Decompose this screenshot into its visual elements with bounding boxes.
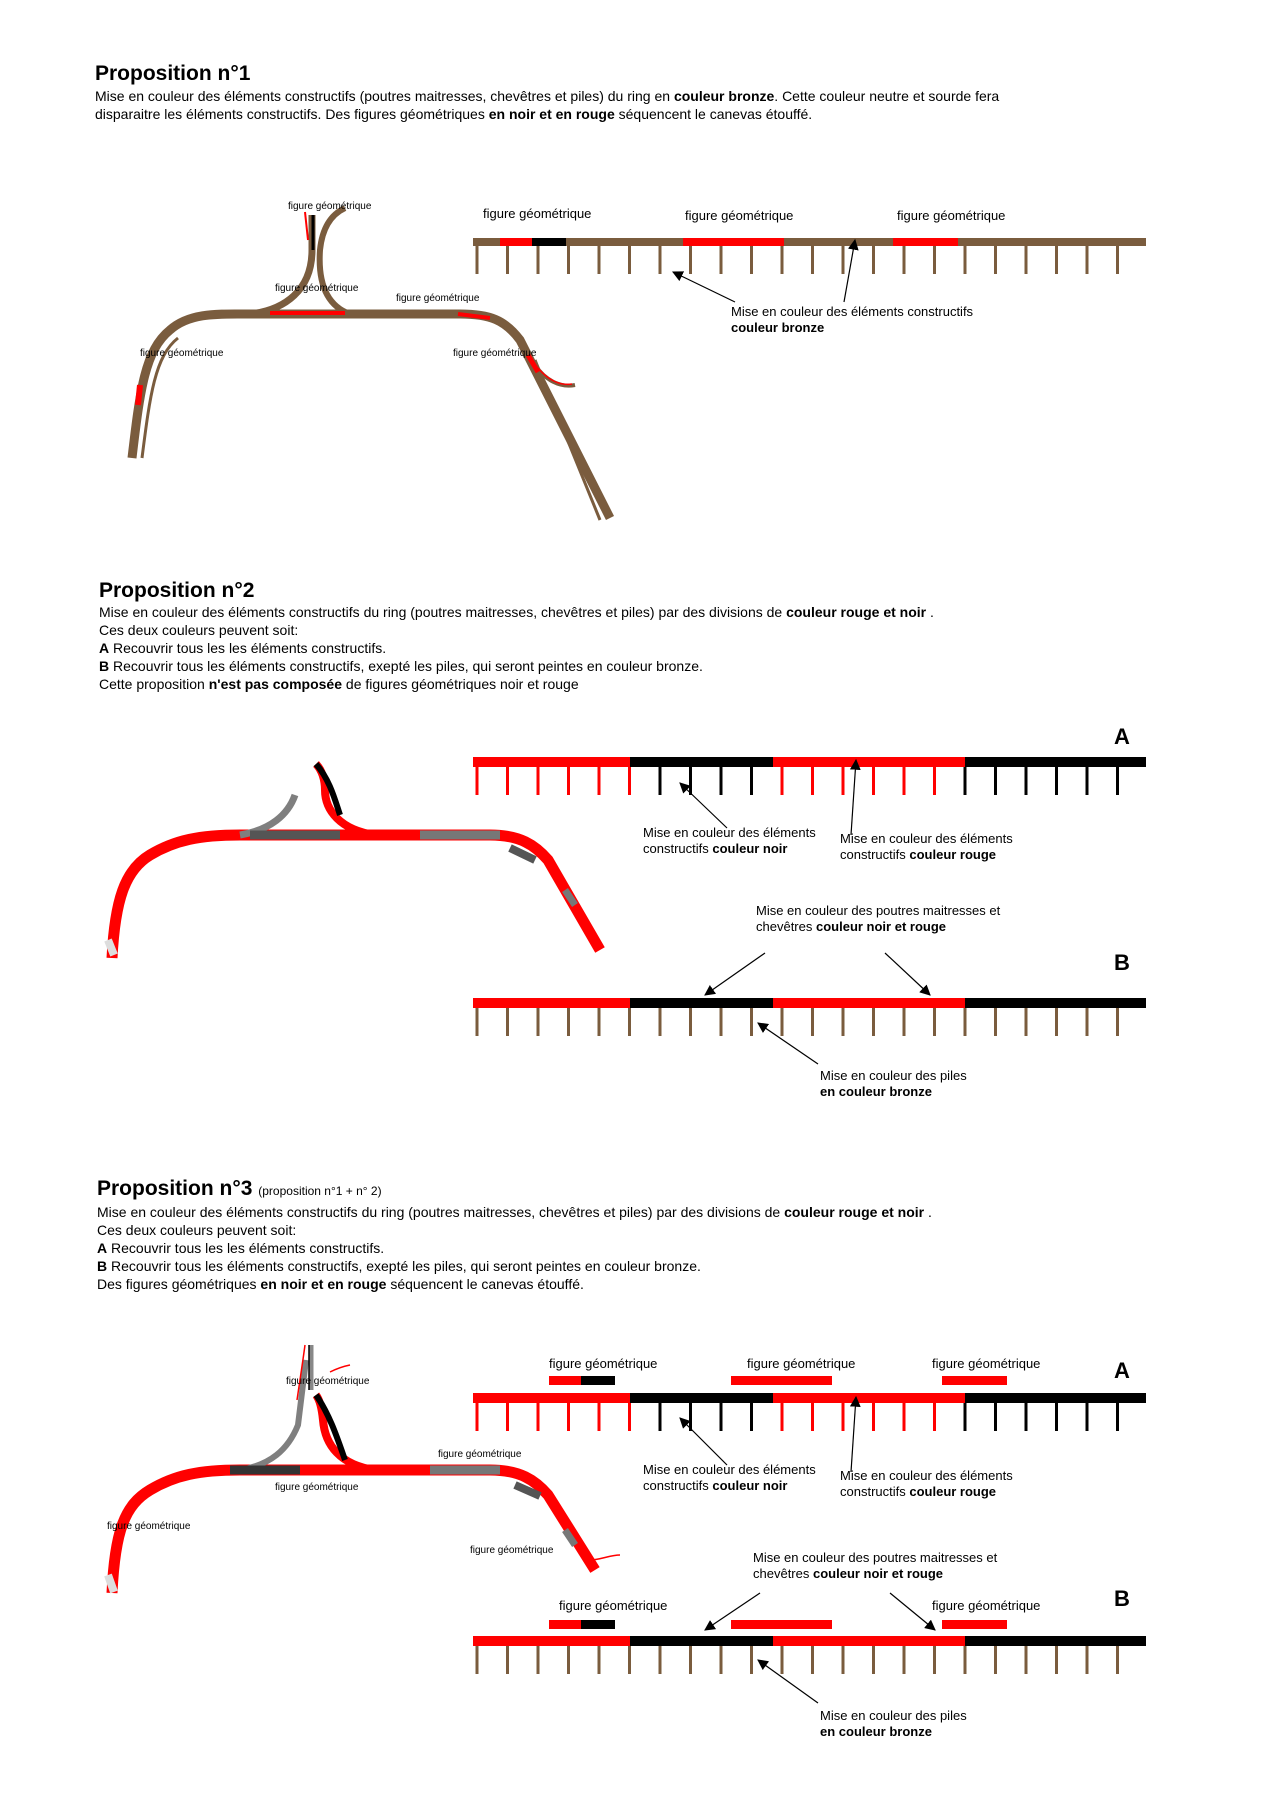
p3-plan-label-3: figure géométrique	[438, 1449, 522, 1460]
p3-piles-label-1: Mise en couleur des piles	[820, 1708, 967, 1723]
p3-letter-b: B	[1114, 1586, 1130, 1611]
p3b-beam-black-2	[965, 1636, 1146, 1646]
p1-piles	[477, 246, 1118, 274]
p3-plan-label-4: figure géométrique	[107, 1521, 191, 1532]
p3-poutres-label-1: Mise en couleur des poutres maitresses et	[753, 1550, 998, 1565]
p1-elev-label-1: figure géométrique	[483, 206, 592, 221]
p3b-beam-red-1	[473, 1636, 630, 1646]
p2a-beam-red-2	[773, 757, 965, 767]
p3-plan-label-1: figure géométrique	[286, 1376, 370, 1387]
p3a-figure-red-2	[731, 1376, 832, 1385]
proposition-2-description: Mise en couleur des éléments constructifs du ring (poutres maitresses, chevêtres et piles) par des divisions de couleur rouge et noir . Ces deux couleurs peuvent soit: A Recouvrir tous les les éléments constructifs. B Recouvrir tous les éléments constructifs, exepté les piles, qui seront peintes en couleur bronze. Cette proposition n'est pas composée de figures géométriques noir et rouge	[99, 604, 934, 692]
p3a-figure-black-1	[581, 1376, 615, 1385]
p2b-beam-red-2	[773, 998, 965, 1008]
p3-elevation-b	[473, 1620, 1146, 1674]
p3a-beam-red-2	[773, 1393, 965, 1403]
p2b-beam-black-1	[630, 998, 773, 1008]
p3b-label-1: figure géométrique	[559, 1598, 668, 1613]
p3b-beam-black-1	[630, 1636, 773, 1646]
p2-rouge-label-1: Mise en couleur des éléments	[840, 831, 1013, 846]
p2-elevation-b	[473, 998, 1146, 1036]
p1-figure-red-1	[500, 238, 532, 246]
p2b-beam-black-2	[965, 998, 1146, 1008]
p1-plan-label-5: figure géométrique	[453, 348, 537, 359]
proposition-3-title: Proposition n°3 (proposition n°1 + n° 2)	[97, 1177, 382, 1200]
p2a-beam-red-1	[473, 757, 630, 767]
p3a-label-2: figure géométrique	[747, 1356, 856, 1371]
p3a-label-1: figure géométrique	[549, 1356, 658, 1371]
proposition-2-title: Proposition n°2	[99, 579, 255, 602]
p3-letter-a: A	[1114, 1358, 1130, 1383]
p2-noir-label-2: constructifs couleur noir	[643, 841, 788, 856]
p1-plan-label-3: figure géométrique	[396, 293, 480, 304]
p2-ring-plan	[108, 764, 600, 958]
p2-letter-a: A	[1114, 724, 1130, 749]
p3a-beam-black-2	[965, 1393, 1146, 1403]
p2-elevation-a	[473, 757, 1146, 795]
p2-poutres-label-1: Mise en couleur des poutres maitresses et	[756, 903, 1001, 918]
p1-plan-label-1: figure géométrique	[288, 201, 372, 212]
p1-figure-red-3	[893, 238, 958, 246]
p3-elevation-a	[473, 1376, 1146, 1431]
p3b-beam-red-2	[773, 1636, 965, 1646]
p2a-beam-black-2	[965, 757, 1146, 767]
p1-figure-black-1	[532, 238, 566, 246]
p3b-piles	[477, 1646, 1118, 1674]
p3a-label-3: figure géométrique	[932, 1356, 1041, 1371]
p2b-beam-red-1	[473, 998, 630, 1008]
p1-arrow-label-1: Mise en couleur des éléments constructifs	[731, 304, 974, 319]
p3-plan-label-2: figure géométrique	[275, 1482, 359, 1493]
p3-noir-label-1: Mise en couleur des éléments	[643, 1462, 816, 1477]
p3b-figure-red-1	[549, 1620, 581, 1629]
p3a-figure-red-1	[549, 1376, 581, 1385]
p2-piles-label-1: Mise en couleur des piles	[820, 1068, 967, 1083]
p1-elev-label-2: figure géométrique	[685, 208, 794, 223]
p1-plan-label-2: figure géométrique	[275, 283, 359, 294]
p1-beam	[473, 238, 1146, 246]
p2-letter-b: B	[1114, 950, 1130, 975]
p2-piles-label-2: en couleur bronze	[820, 1084, 932, 1099]
p3-rouge-label-1: Mise en couleur des éléments	[840, 1468, 1013, 1483]
p3b-figure-black-1	[581, 1620, 615, 1629]
p1-plan-label-4: figure géométrique	[140, 348, 224, 359]
p3b-label-2: figure géométrique	[932, 1598, 1041, 1613]
p2-rouge-label-2: constructifs couleur rouge	[840, 847, 997, 862]
p1-elev-label-3: figure géométrique	[897, 208, 1006, 223]
p3-piles-label-2: en couleur bronze	[820, 1724, 932, 1739]
proposition-1-title: Proposition n°1	[95, 62, 251, 85]
p3-poutres-label-2: chevêtres couleur noir et rouge	[753, 1566, 943, 1581]
p3-rouge-label-2: constructifs couleur rouge	[840, 1484, 997, 1499]
p2b-piles	[477, 1008, 1118, 1036]
p3-noir-label-2: constructifs couleur noir	[643, 1478, 788, 1493]
p3b-figure-red-2	[731, 1620, 832, 1629]
p2a-beam-black-1	[630, 757, 773, 767]
p3b-figure-red-3	[942, 1620, 1007, 1629]
proposition-3-description: Mise en couleur des éléments constructifs du ring (poutres maitresses, chevêtres et piles) par des divisions de couleur rouge et noir . Ces deux couleurs peuvent soit: A Recouvrir tous les les éléments constructifs. B Recouvrir tous les éléments constructifs, exepté les piles, qui seront peintes en couleur bronze. Des figures géométriques en noir et en rouge séquencent le canevas étouffé.	[97, 1204, 932, 1292]
p3a-figure-red-3	[942, 1376, 1007, 1385]
p1-elevation	[473, 238, 1146, 274]
p2a-piles	[477, 767, 1118, 795]
p3a-beam-red-1	[473, 1393, 630, 1403]
p3-plan-label-5: figure géométrique	[470, 1545, 554, 1556]
p2-poutres-label-2: chevêtres couleur noir et rouge	[756, 919, 946, 934]
p1-figure-red-2	[683, 238, 784, 246]
p3a-beam-black-1	[630, 1393, 773, 1403]
proposition-1-description: Mise en couleur des éléments constructifs (poutres maitresses, chevêtres et piles) du ring en couleur bronze. Cette couleur neutre et sourde fera disparaitre les éléments constructifs. Des figures géométriques en noir et en rouge séquencent le canevas étouffé.	[95, 88, 1000, 122]
p2-noir-label-1: Mise en couleur des éléments	[643, 825, 816, 840]
p3a-piles	[477, 1403, 1118, 1431]
p1-arrow-label-2: couleur bronze	[731, 320, 825, 335]
